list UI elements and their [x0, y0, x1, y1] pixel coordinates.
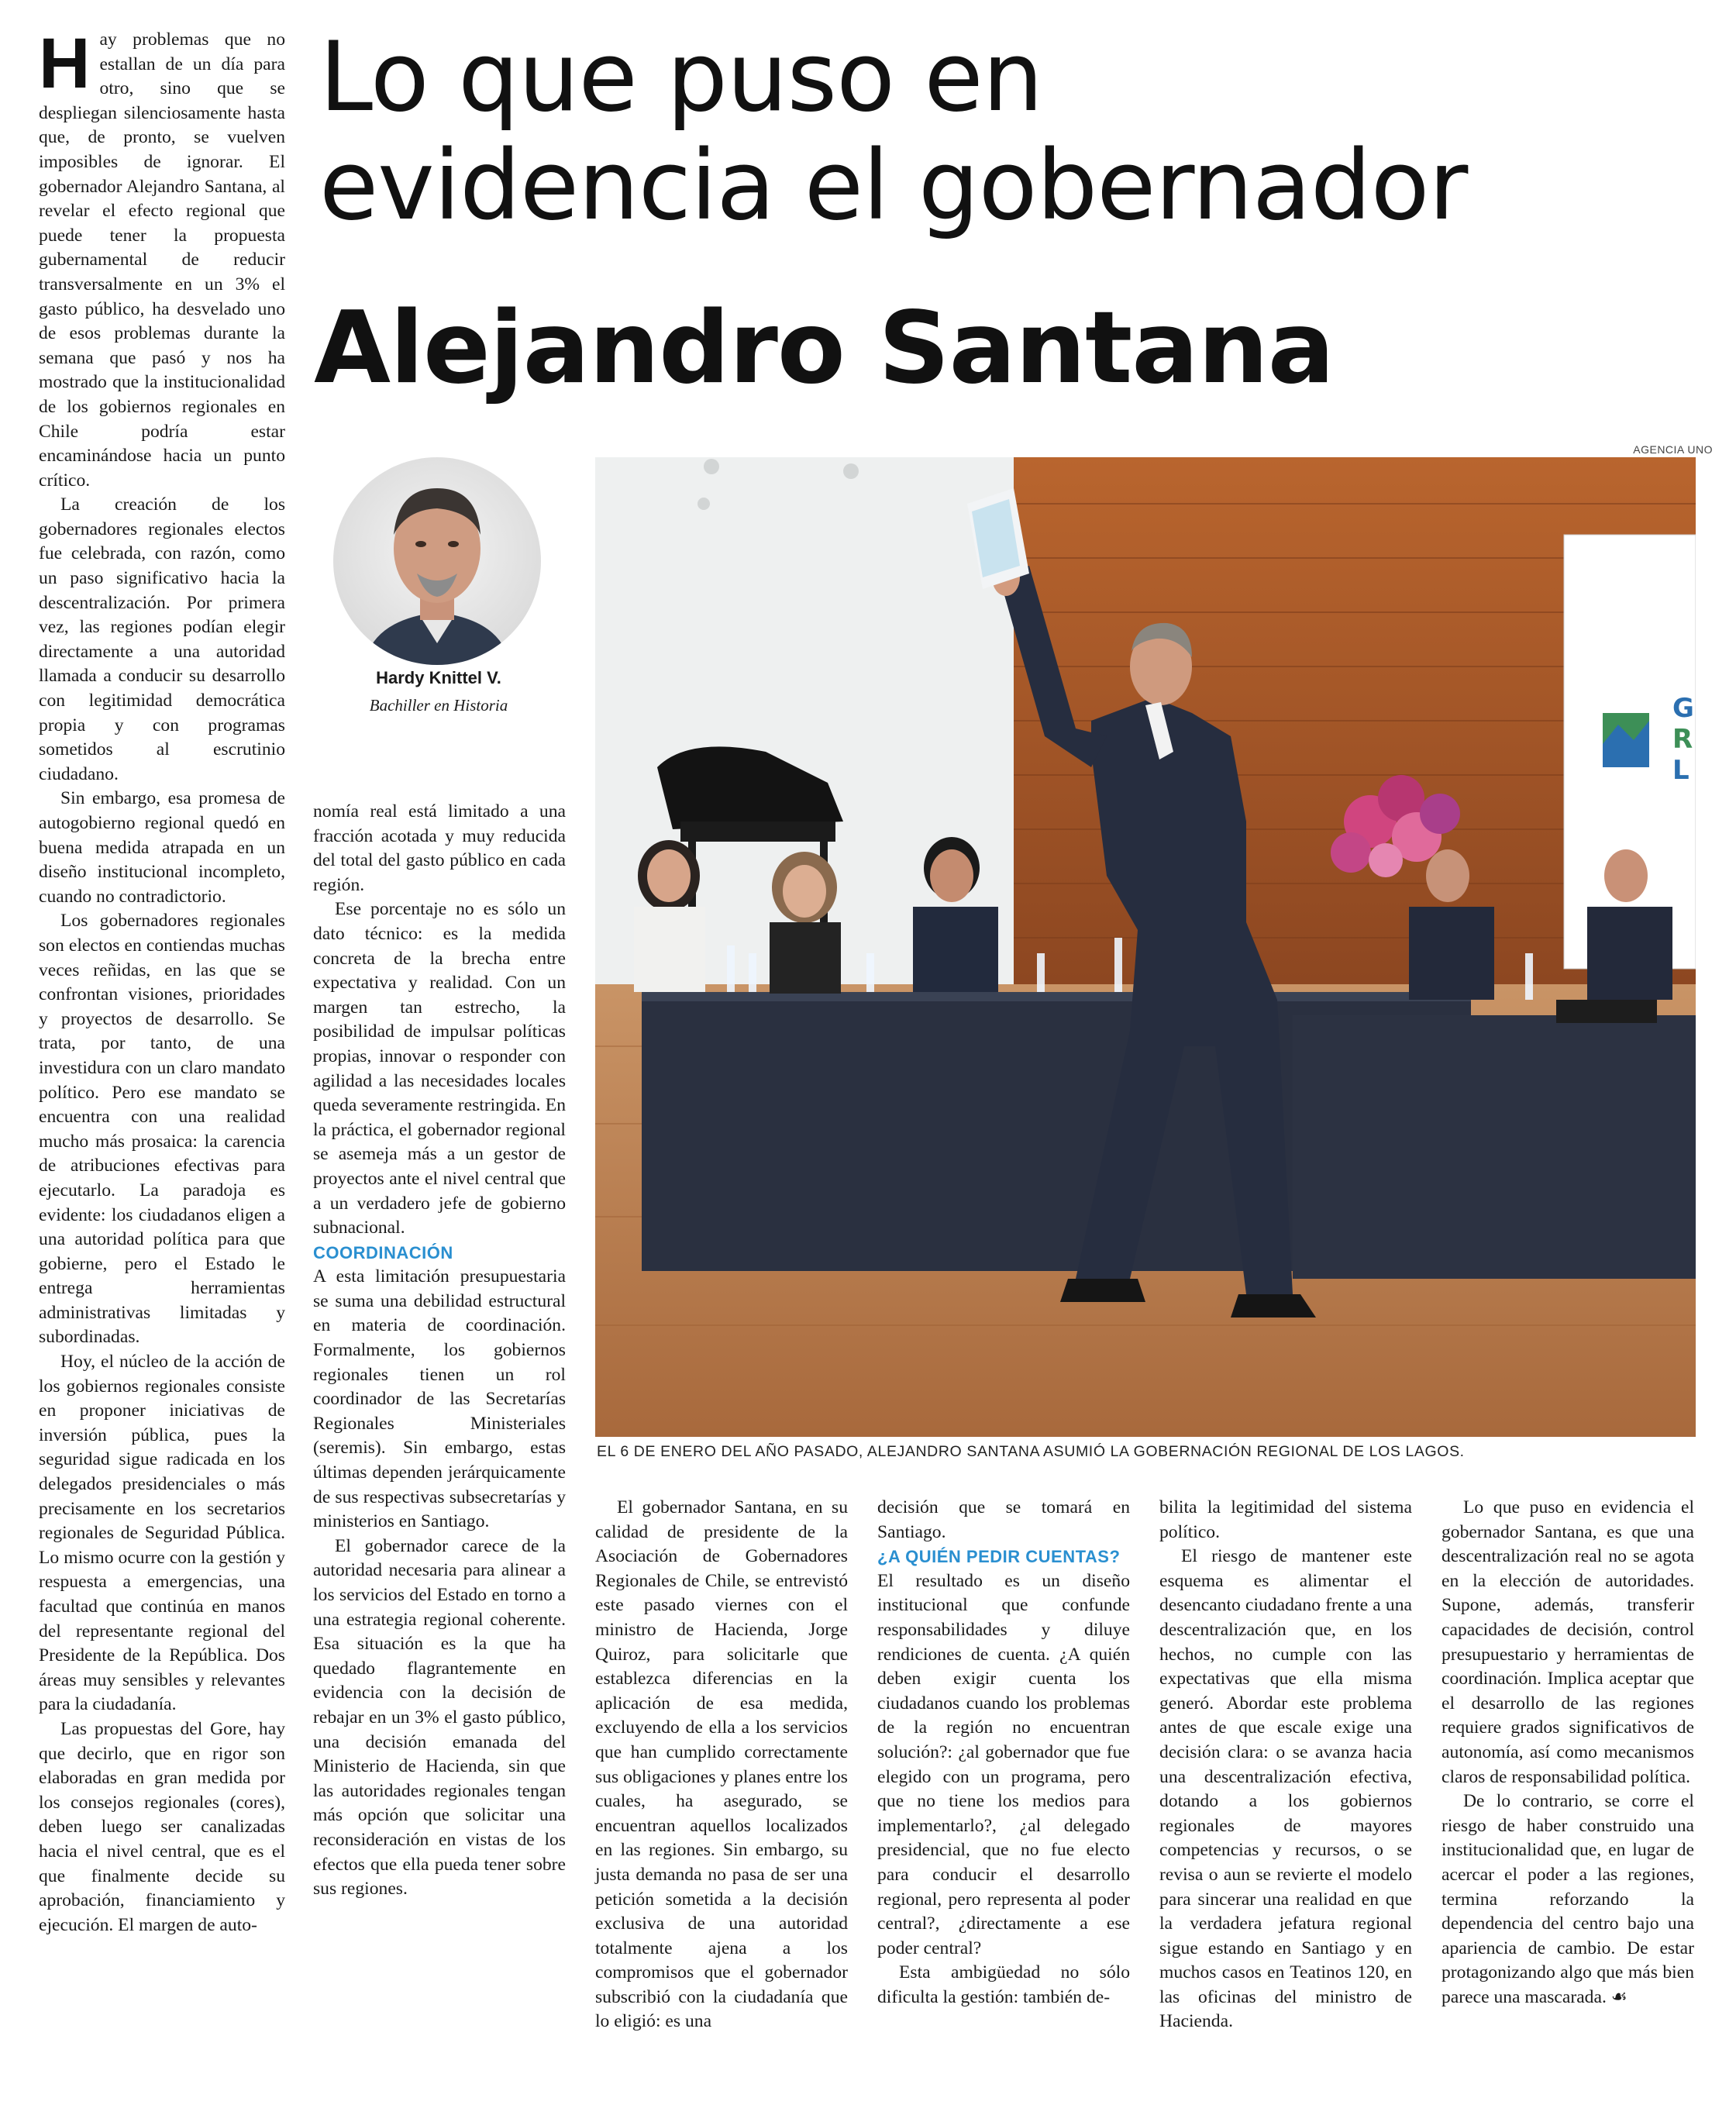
headline-line-3: Alejandro Santana: [314, 291, 1335, 406]
article-column-2: [313, 800, 566, 1902]
subheading-a-quien-pedir-cuentas: ¿A QUIÉN PEDIR CUENTAS?: [877, 1547, 1121, 1567]
paragraph: nomía real está limitado a una fracción acotada y muy reducida del total del gasto público en cada región.: [313, 801, 566, 895]
end-mark: ☙: [1610, 1986, 1628, 2007]
headline-line-1: Lo que puso en: [319, 22, 1043, 133]
paragraph: El resultado es un diseño institucional que confunde responsabilidades y diluye rendiciones de cuenta. ¿A quién deben exigir cuenta los ciudadanos cuando los problemas de la región no encuentran solución?: ¿al gobernador que fue elegido con un programa, pero que no tiene los medios para implementarlo?, ¿al delegado presidencial, que no fue electo para conducir el desarrollo regional, pero representa al poder central?, ¿directamente a ese poder central?: [877, 1570, 1130, 1958]
paragraph: Hoy, el núcleo de la acción de los gobiernos regionales consiste en proponer iniciativas de inversión pública, pues la seguridad sigue radicada en los delegados presidenciales o más precisamente en los secretarios regionales de Seguridad Pública. Lo mismo ocurre con la gestión y respuesta a emergencias, una facultad que continúa en manos del representante regional del Presidente de la República. Dos áreas muy sensibles y relevantes para la ciudadanía.: [39, 1352, 285, 1715]
paragraph: De lo contrario, se corre el riesgo de haber construido una institucionalidad que, en lugar de acercar el poder a las regiones, termina reforzando la dependencia del centro bajo una apariencia de cambio. De estar protagonizando algo que más bien parece una mascarada.: [1442, 1791, 1694, 2007]
photo-caption: EL 6 DE ENERO DEL AÑO PASADO, ALEJANDRO SANTANA ASUMIÓ LA GOBERNACIÓN REGIONAL DE LOS LAGOS.: [597, 1443, 1465, 1460]
svg-text:L: L: [1672, 755, 1690, 786]
paragraph: El gobernador Santana, en su calidad de presidente de la Asociación de Gobernadores Regionales de Chile, se entrevistó este pasado viernes con el ministro de Hacienda, Jorge Quiroz, para solicitarle que establezca diferencias en la aplicación de esa medida, excluyendo de ella a los servicios que han cumplido correctamente sus obligaciones y planes entre los cuales, ha asegurado, se encuentran aquellos localizados en las regiones. Sin embargo, su justa demanda no pasa de ser una petición sometida a la decisión exclusiva de una autoridad totalmente ajena a los compromisos que el gobernador subscribió con la ciudadanía que lo eligió: es una: [595, 1497, 848, 2032]
paragraph: A esta limitación presupuestaria se suma una debilidad estructural en materia de coordinación. Formalmente, los gobiernos regionales tienen un rol coordinador de las Secretarías Regionales Ministeriales (seremis). Sin embargo, estas últimas dependen jerárquicamente de sus respectivas subsecretarías y ministerios en Santiago.: [313, 1266, 566, 1532]
banner-sign-text: G: [1672, 693, 1694, 724]
article-column-3: [595, 1496, 848, 2034]
author-avatar: [333, 457, 541, 665]
main-photo: [595, 457, 1696, 1437]
paragraph: El gobernador carece de la autoridad necesaria para alinear a los servicios del Estado en torno a una estrategia regional coherente. Esa situación es la que ha quedado flagrantemente en evidencia con la decisión de rebajar en un 3% el gasto público, una decisión emanada del Ministerio de Hacienda, sin que las autoridades regionales tengan más opción que solicitar una reconsideración en vistas de los efectos que ella pueda tener sobre sus regiones.: [313, 1535, 566, 1900]
drop-cap: H: [39, 24, 91, 103]
svg-text:R: R: [1672, 724, 1693, 755]
paragraph: Ese porcentaje no es sólo un dato técnico: es la medida concreta de la brecha entre expectativa y realidad. Con un margen tan estrecho, la posibilidad de impulsar políticas propias, innovar o responder con agilidad a las necesidades locales queda severamente restringida. En la práctica, el gobernador regional se asemeja más a un gestor de proyectos ante el nivel central que a un verdadero jefe de gobierno subnacional.: [313, 899, 566, 1238]
paragraph: Esta ambigüedad no sólo dificulta la gestión: también de-: [877, 1962, 1130, 2007]
paragraph: El riesgo de mantener este esquema es alimentar el desencanto ciudadano frente a una descentralización que, en los hechos, no cumple con las expectativas que ella misma generó. Abordar este problema antes de que escale exige una decisión clara: o se avanza hacia una descentralización efectiva, dotando a los gobiernos regionales de mayores competencias y recursos, o se revisa o aun se revierte el modelo para sincerar una realidad en que la verdadera jefatura regional sigue estando en Santiago y en muchos casos en Teatinos 120, en las oficinas del ministro de Hacienda.: [1159, 1546, 1412, 2032]
article-column-5: [1159, 1496, 1412, 2034]
paragraph: decisión que se tomará en Santiago.: [877, 1497, 1130, 1542]
photo-credit: AGENCIA UNO: [1633, 443, 1713, 456]
paragraph: bilita la legitimidad del sistema político.: [1159, 1497, 1412, 1542]
paragraph: La creación de los gobernadores regionales electos fue celebrada, con razón, como un paso significativo hacia la descentralización. Por primera vez, las regiones podían elegir directamente a una autoridad llamada a conducir su desarrollo con legitimidad democrática propia y con programas sometidos al escrutinio ciudadano.: [39, 494, 285, 784]
article-column-4: [877, 1496, 1130, 2010]
headline: [319, 23, 1714, 240]
paragraph: Lo que puso en evidencia el gobernador Santana, es que una descentralización real no se agota en la elección de autoridades. Supone, además, transferir capacidades de decisión, control presupuestario y herramientas de coordinación. Implica aceptar que el desarrollo de las regiones requiere grados significativos de autonomía, así como mecanismos claros de responsabilidad política.: [1442, 1497, 1694, 1787]
paragraph: ay problemas que no estallan de un día para otro, sino que se despliegan silenciosamente hasta que, de pronto, se vuelven imposibles de ignorar. El gobernador Alejandro Santana, al revelar el efecto regional que puede tener la propuesta gubernamental de reducir transversalmente en un 3% el gasto público, ha desvelado uno de esos problemas durante la semana que pasó y nos ha mostrado que la institucionalidad de los gobiernos regionales en Chile podría estar encaminándose hacia un punto crítico.: [39, 29, 285, 491]
author-name: Hardy Knittel V.: [376, 668, 501, 687]
paragraph: Las propuestas del Gore, hay que decirlo, que en rigor son elaboradas en gran medida por los consejos regionales (cores), deben luego ser canalizadas hacia el nivel central, que es el que finalmente decide su aprobación, financiamiento y ejecución. El margen de auto-: [39, 1718, 285, 1935]
paragraph: Sin embargo, esa promesa de autogobierno regional quedó en buena medida atrapada en un diseño institucional incompleto, cuando no contradictorio.: [39, 788, 285, 907]
article-column-1: [39, 24, 285, 1938]
paragraph: Los gobernadores regionales son electos en contiendas muchas veces reñidas, en las que se confrontan visiones, prioridades y proyectos de desarrollo. Se trata, por tanto, de una investidura con un claro mandato político. Pero ese mandato se encuentra con una realidad mucho más prosaica: la carencia de atribuciones efectivas para ejecutarlo. La paradoja es evidente: los ciudadanos eligen a una autoridad política para que gobierne, pero el Estado le entrega herramientas administrativas limitadas y subordinadas.: [39, 911, 285, 1348]
author-role: Bachiller en Historia: [369, 696, 508, 715]
subheading-coordinacion: COORDINACIÓN: [313, 1242, 453, 1262]
article-column-6: [1442, 1496, 1694, 2010]
headline-line-2: evidencia el gobernador: [319, 130, 1468, 242]
